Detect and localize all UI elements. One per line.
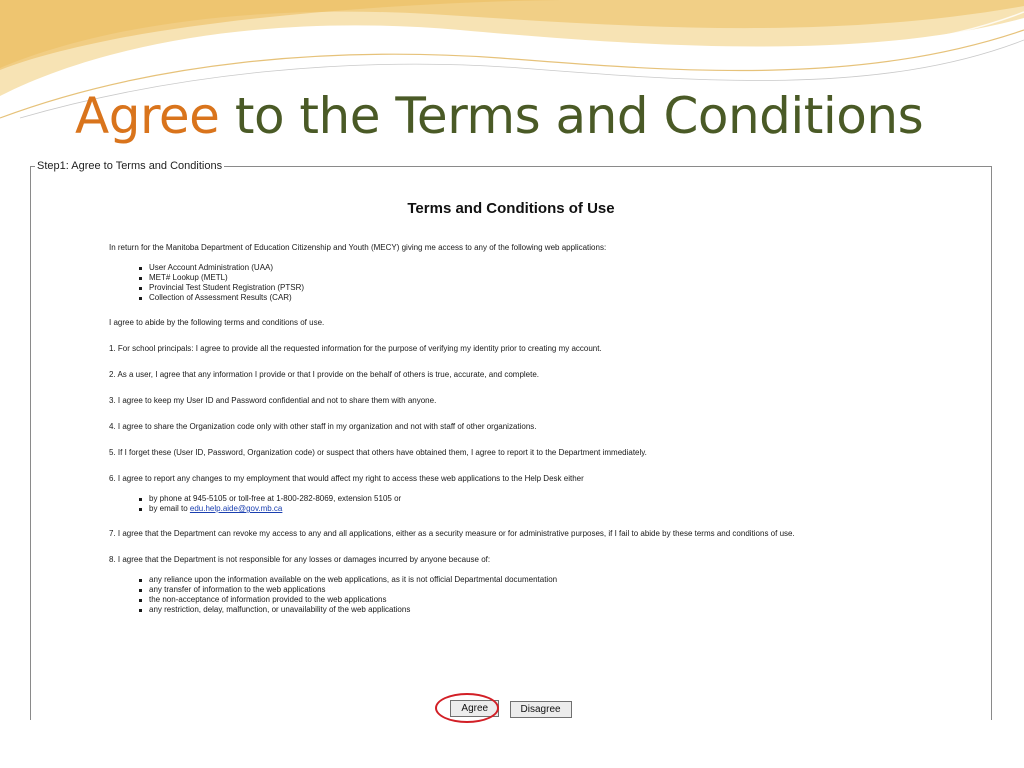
term-item-3: 3. I agree to keep my User ID and Password confidential and not to share them with anyone. [109, 396, 437, 405]
application-item-car: Collection of Assessment Results (CAR) [139, 293, 969, 303]
term-item-8: 8. I agree that the Department is not responsible for any losses or damages incurred by anyone because of: [109, 555, 491, 564]
agree-statement: I agree to abide by the following terms and conditions of use. [109, 318, 325, 327]
term-item-7: 7. I agree that the Department can revoke my access to any and all applications, either as a security measure or for administrative purposes, if I fail to abide by these terms and conditions of use. [109, 529, 795, 538]
step1-legend: Step1: Agree to Terms and Conditions [37, 160, 223, 172]
term-item-2: 2. As a user, I agree that any information I provide or that I provide on the behalf of others is true, accurate, and complete. [109, 370, 540, 379]
liability-item: any reliance upon the information available on the web applications, as it is not official Departmental documentation [139, 575, 969, 585]
slide-title-accent: Agree [75, 87, 220, 145]
application-item-metl: MET# Lookup (METL) [139, 273, 969, 283]
liability-item: any restriction, delay, malfunction, or unavailability of the web applications [139, 605, 969, 615]
application-item-uaa: User Account Administration (UAA) [139, 263, 969, 273]
disagree-button[interactable]: Disagree [510, 701, 572, 718]
step1-fieldset [30, 160, 992, 720]
contact-email-prefix: by email to [149, 504, 190, 513]
slide-title [75, 88, 923, 146]
term-item-4: 4. I agree to share the Organization code only with other staff in my organization and not with staff of other organizations. [109, 422, 537, 431]
contact-list [139, 494, 969, 514]
liability-list [139, 575, 969, 615]
terms-heading: Terms and Conditions of Use [407, 200, 615, 217]
term-item-5: 5. If I forget these (User ID, Password, Organization code) or suspect that others have obtained them, I agree to report it to the Department immediately. [109, 448, 647, 457]
term-item-1: 1. For school principals: I agree to provide all the requested information for the purpose of verifying my identity prior to creating my account. [109, 344, 602, 353]
application-item-ptsr: Provincial Test Student Registration (PTSR) [139, 283, 969, 293]
agree-wrapper [447, 700, 502, 718]
contact-email [139, 504, 969, 514]
liability-item: any transfer of information to the web applications [139, 585, 969, 595]
terms-body [109, 242, 969, 629]
slide-title-rest: to the Terms and Conditions [234, 87, 924, 145]
agree-button[interactable]: Agree [450, 700, 499, 717]
contact-phone: by phone at 945-5105 or toll-free at 1-800-282-8069, extension 5105 or [139, 494, 969, 504]
term-item-6: 6. I agree to report any changes to my employment that would affect my right to access these web applications to the Help Desk either [109, 474, 584, 483]
button-row [31, 700, 991, 718]
terms-intro: In return for the Manitoba Department of Education Citizenship and Youth (MECY) giving me access to any of the following web applications: [109, 243, 607, 252]
liability-item: the non-acceptance of information provided to the web applications [139, 595, 969, 605]
application-list [139, 263, 969, 303]
help-desk-email-link[interactable]: edu.help.aide@gov.mb.ca [189, 504, 283, 513]
